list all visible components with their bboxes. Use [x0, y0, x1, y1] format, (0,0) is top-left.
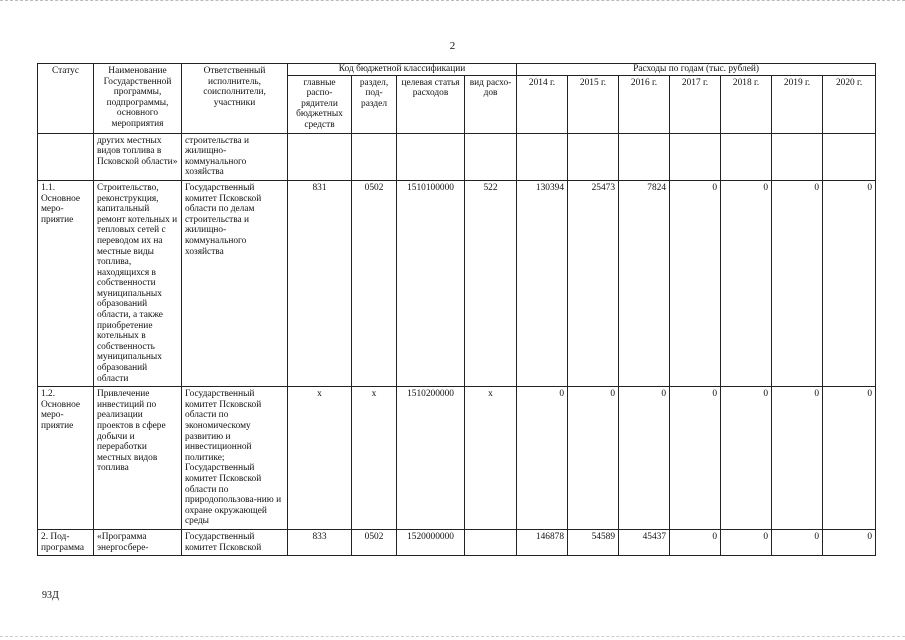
- cell-name: Привлечение инвестиций по реализации проектов в сфере добычи и переработки местных видов топлива: [94, 387, 182, 530]
- cell-main-manager: х: [288, 387, 352, 530]
- cell-section: [352, 133, 397, 180]
- page-number: 2: [449, 40, 456, 52]
- cell-value: 0: [670, 387, 721, 530]
- table-row: [38, 133, 876, 180]
- cell-value: 0: [721, 387, 772, 530]
- table-row: [38, 180, 876, 386]
- cell-target-item: 1510200000: [397, 387, 465, 530]
- scan-edge-bottom: [0, 636, 905, 638]
- cell-expense-type: 522: [465, 180, 517, 386]
- header-expenses: Расходы по годам (тыс. рублей): [517, 64, 876, 76]
- header-main-manager: главные распо-рядители бюджетных средств: [288, 75, 352, 133]
- cell-target-item: 1510100000: [397, 180, 465, 386]
- cell-section: х: [352, 387, 397, 530]
- header-responsible: Ответственный исполнитель, соисполнители, участники: [182, 64, 288, 134]
- cell-value: 146878: [517, 529, 568, 555]
- cell-section: 0502: [352, 180, 397, 386]
- cell-value: 0: [568, 387, 619, 530]
- cell-value: [823, 133, 876, 180]
- cell-expense-type: [465, 529, 517, 555]
- cell-main-manager: 833: [288, 529, 352, 555]
- budget-table: [37, 63, 876, 556]
- cell-value: 0: [772, 180, 823, 386]
- cell-value: 54589: [568, 529, 619, 555]
- cell-value: [721, 133, 772, 180]
- header-year: 2020 г.: [823, 75, 876, 133]
- cell-status: 2. Под-программа: [38, 529, 94, 555]
- header-target-item: целевая статья расходов: [397, 75, 465, 133]
- cell-status: 1.1. Основное меро-приятие: [38, 180, 94, 386]
- cell-expense-type: [465, 133, 517, 180]
- header-expense-type: вид расхо-дов: [465, 75, 517, 133]
- cell-name: Строительство, реконструкция, капитальный ремонт котельных и тепловых сетей с переводом их на местные виды топлива, находящихся в собственности муниципальных образований области, а также приобретение котельных в собственность муниципальных образований области: [94, 180, 182, 386]
- cell-value: 7824: [619, 180, 670, 386]
- header-year: 2017 г.: [670, 75, 721, 133]
- cell-value: [517, 133, 568, 180]
- cell-value: [568, 133, 619, 180]
- cell-value: 45437: [619, 529, 670, 555]
- cell-responsible: строительства и жилищно-коммунального хозяйства: [182, 133, 288, 180]
- cell-responsible: Государственный комитет Псковской области по экономическому развитию и инвестиционной политике; Государственный комитет Псковской области по природопользова-нию и охране окружающей среды: [182, 387, 288, 530]
- header-year: 2019 г.: [772, 75, 823, 133]
- header-year: 2015 г.: [568, 75, 619, 133]
- cell-value: 0: [823, 529, 876, 555]
- cell-value: 0: [823, 180, 876, 386]
- cell-value: 130394: [517, 180, 568, 386]
- cell-value: 0: [619, 387, 670, 530]
- table-row: [38, 529, 876, 555]
- header-year: 2016 г.: [619, 75, 670, 133]
- cell-value: [772, 133, 823, 180]
- cell-main-manager: 831: [288, 180, 352, 386]
- header-section: раздел, под-раздел: [352, 75, 397, 133]
- cell-value: 0: [772, 529, 823, 555]
- cell-value: 0: [517, 387, 568, 530]
- footer-code: 93Д: [42, 590, 59, 601]
- header-budget-code: Код бюджетной классификации: [288, 64, 517, 76]
- header-year: 2018 г.: [721, 75, 772, 133]
- cell-status: 1.2. Основное меро-приятие: [38, 387, 94, 530]
- cell-value: 25473: [568, 180, 619, 386]
- cell-responsible: Государственный комитет Псковской: [182, 529, 288, 555]
- cell-value: 0: [670, 180, 721, 386]
- scan-edge-top: [0, 0, 905, 2]
- cell-value: [670, 133, 721, 180]
- cell-value: [619, 133, 670, 180]
- header-status: Статус: [38, 64, 94, 134]
- header-name: Наименование Государственной программы, подпрограммы, основного мероприятия: [94, 64, 182, 134]
- table-row: [38, 387, 876, 530]
- cell-main-manager: [288, 133, 352, 180]
- cell-value: 0: [721, 180, 772, 386]
- cell-value: 0: [772, 387, 823, 530]
- cell-target-item: [397, 133, 465, 180]
- cell-value: 0: [823, 387, 876, 530]
- cell-status: [38, 133, 94, 180]
- cell-name: других местных видов топлива в Псковской области»: [94, 133, 182, 180]
- cell-responsible: Государственный комитет Псковской области по делам строительства и жилищно-коммунального хозяйства: [182, 180, 288, 386]
- cell-name: «Программа энергосбере-: [94, 529, 182, 555]
- cell-section: 0502: [352, 529, 397, 555]
- cell-expense-type: х: [465, 387, 517, 530]
- cell-value: 0: [670, 529, 721, 555]
- cell-target-item: 1520000000: [397, 529, 465, 555]
- header-row-1: [38, 64, 876, 76]
- header-year: 2014 г.: [517, 75, 568, 133]
- cell-value: 0: [721, 529, 772, 555]
